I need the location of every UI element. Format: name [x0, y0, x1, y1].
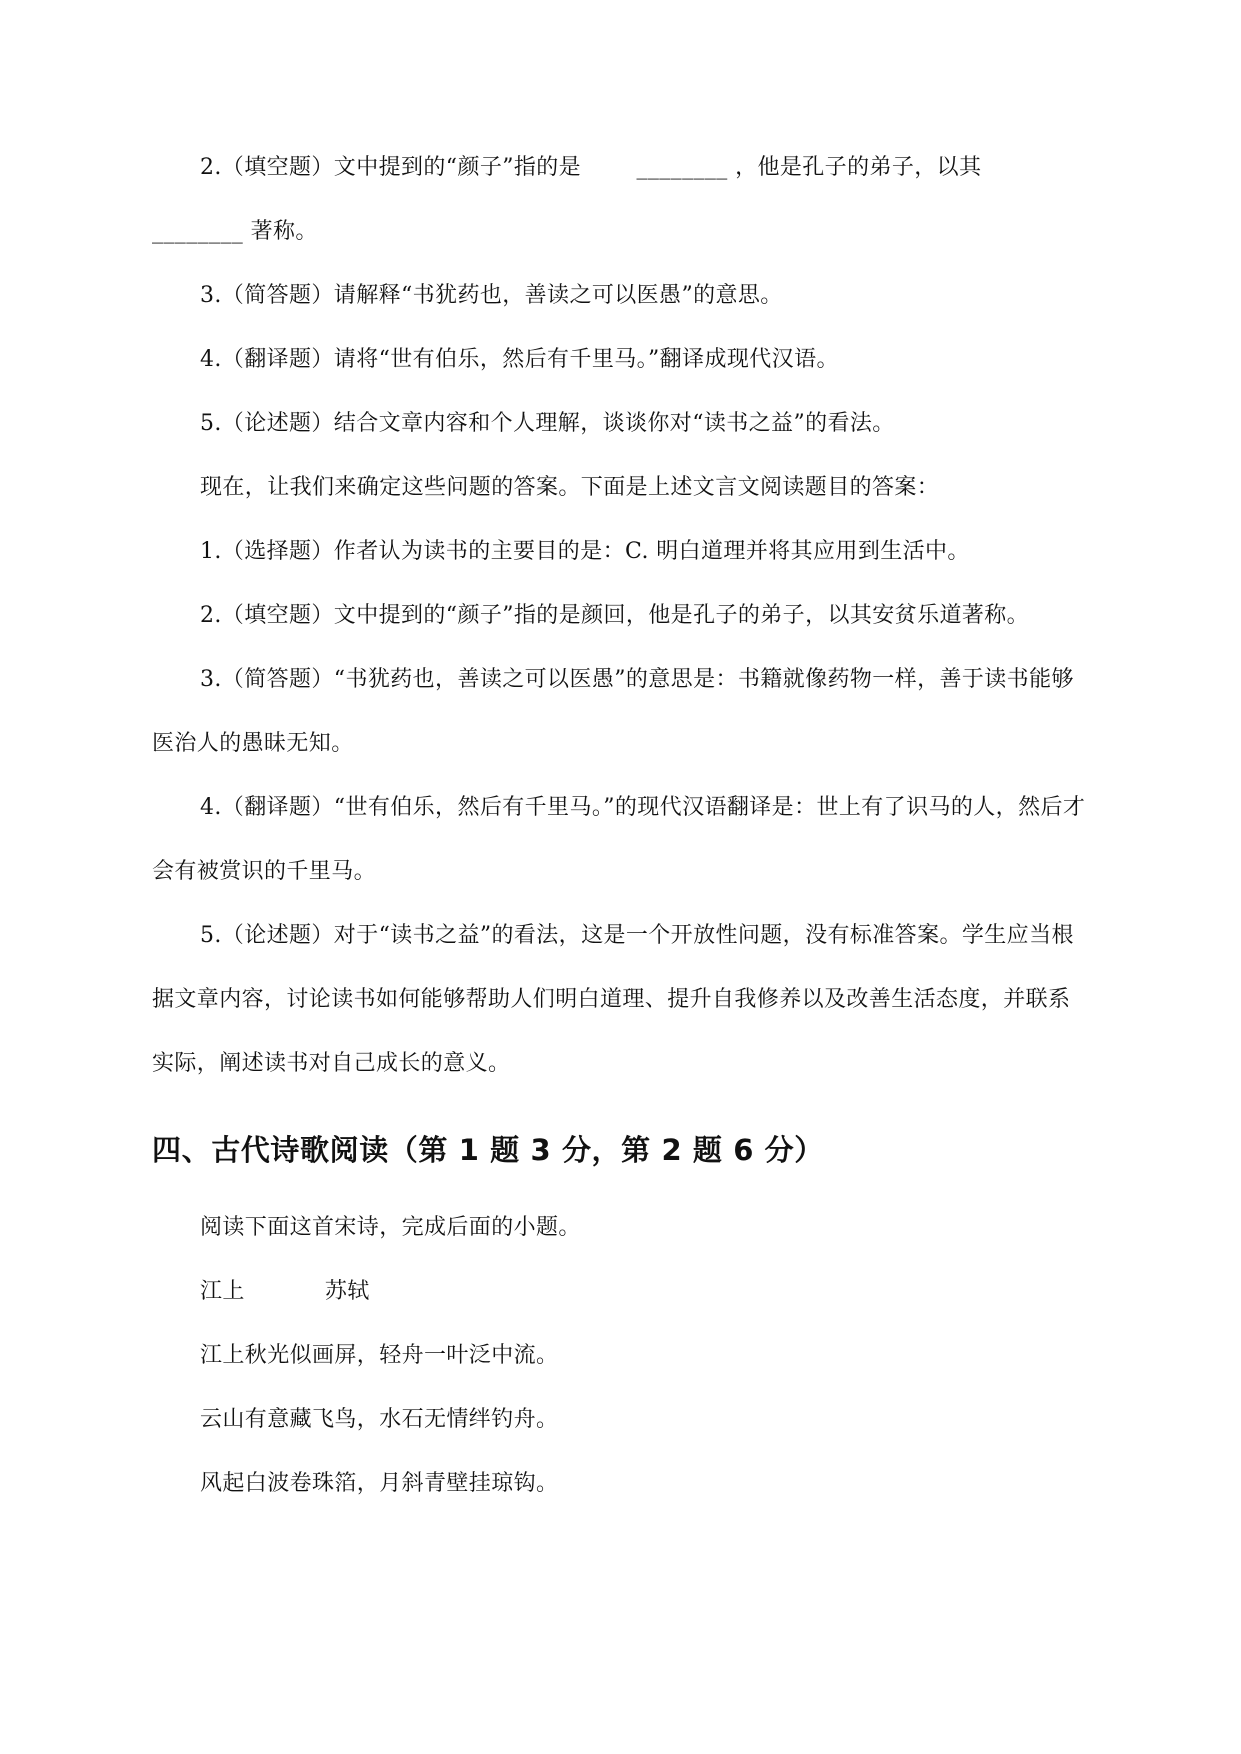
- question-4: 4.（翻译题）请将“世有伯乐，然后有千里马。”翻译成现代汉语。: [200, 347, 839, 372]
- poem-line: 风起白波卷珠箔，月斜青壁挂琼钩。: [200, 1471, 559, 1496]
- section-heading: 四、古代诗歌阅读（第 1 题 3 分，第 2 题 6 分）: [152, 1133, 824, 1167]
- question-2-prefix: 2.（填空题）文中提到的“颜子”指的是: [200, 155, 589, 180]
- document-body: [152, 136, 1090, 1516]
- question-2-middle: ，他是孔子的弟子，以其: [727, 155, 982, 180]
- question-2: [152, 136, 1090, 264]
- answer-5: 5.（论述题）对于“读书之益”的看法，这是一个开放性问题，没有标准答案。学生应当根据文章内容，讨论读书如何能够帮助人们明白道理、提升自我修养以及改善生活态度，并联系实际，阐述读书对自己成长的意义。: [152, 923, 1074, 1076]
- poem-author: 苏轼: [324, 1279, 370, 1304]
- answer-4: 4.（翻译题）“世有伯乐，然后有千里马。”的现代汉语翻译是：世上有了识马的人，然后才会有被赏识的千里马。: [152, 795, 1086, 884]
- fill-blank-1: ________: [636, 155, 728, 180]
- poem-line: 云山有意藏飞鸟，水石无情绊钓舟。: [200, 1407, 559, 1432]
- poem-title: 江上: [200, 1279, 245, 1304]
- poem-line: 江上秋光似画屏，轻舟一叶泛中流。: [200, 1343, 559, 1368]
- answers-intro: 现在，让我们来确定这些问题的答案。下面是上述文言文阅读题目的答案：: [200, 475, 940, 500]
- answer-3: 3.（简答题）“书犹药也，善读之可以医愚”的意思是：书籍就像药物一样，善于读书能够医治人的愚昧无知。: [152, 667, 1074, 756]
- answer-2: 2.（填空题）文中提到的“颜子”指的是颜回，他是孔子的弟子，以其安贫乐道著称。: [200, 603, 1030, 628]
- answer-1: 1.（选择题）作者认为读书的主要目的是：C. 明白道理并将其应用到生活中。: [200, 539, 970, 564]
- question-5: 5.（论述题）结合文章内容和个人理解，谈谈你对“读书之益”的看法。: [200, 411, 895, 436]
- poem-header: [152, 1260, 1090, 1324]
- fill-blank-2: ________: [152, 219, 244, 244]
- section-instruction: 阅读下面这首宋诗，完成后面的小题。: [200, 1215, 581, 1240]
- question-2-suffix: 著称。: [243, 219, 318, 244]
- question-3: 3.（简答题）请解释“书犹药也，善读之可以医愚”的意思。: [200, 283, 783, 308]
